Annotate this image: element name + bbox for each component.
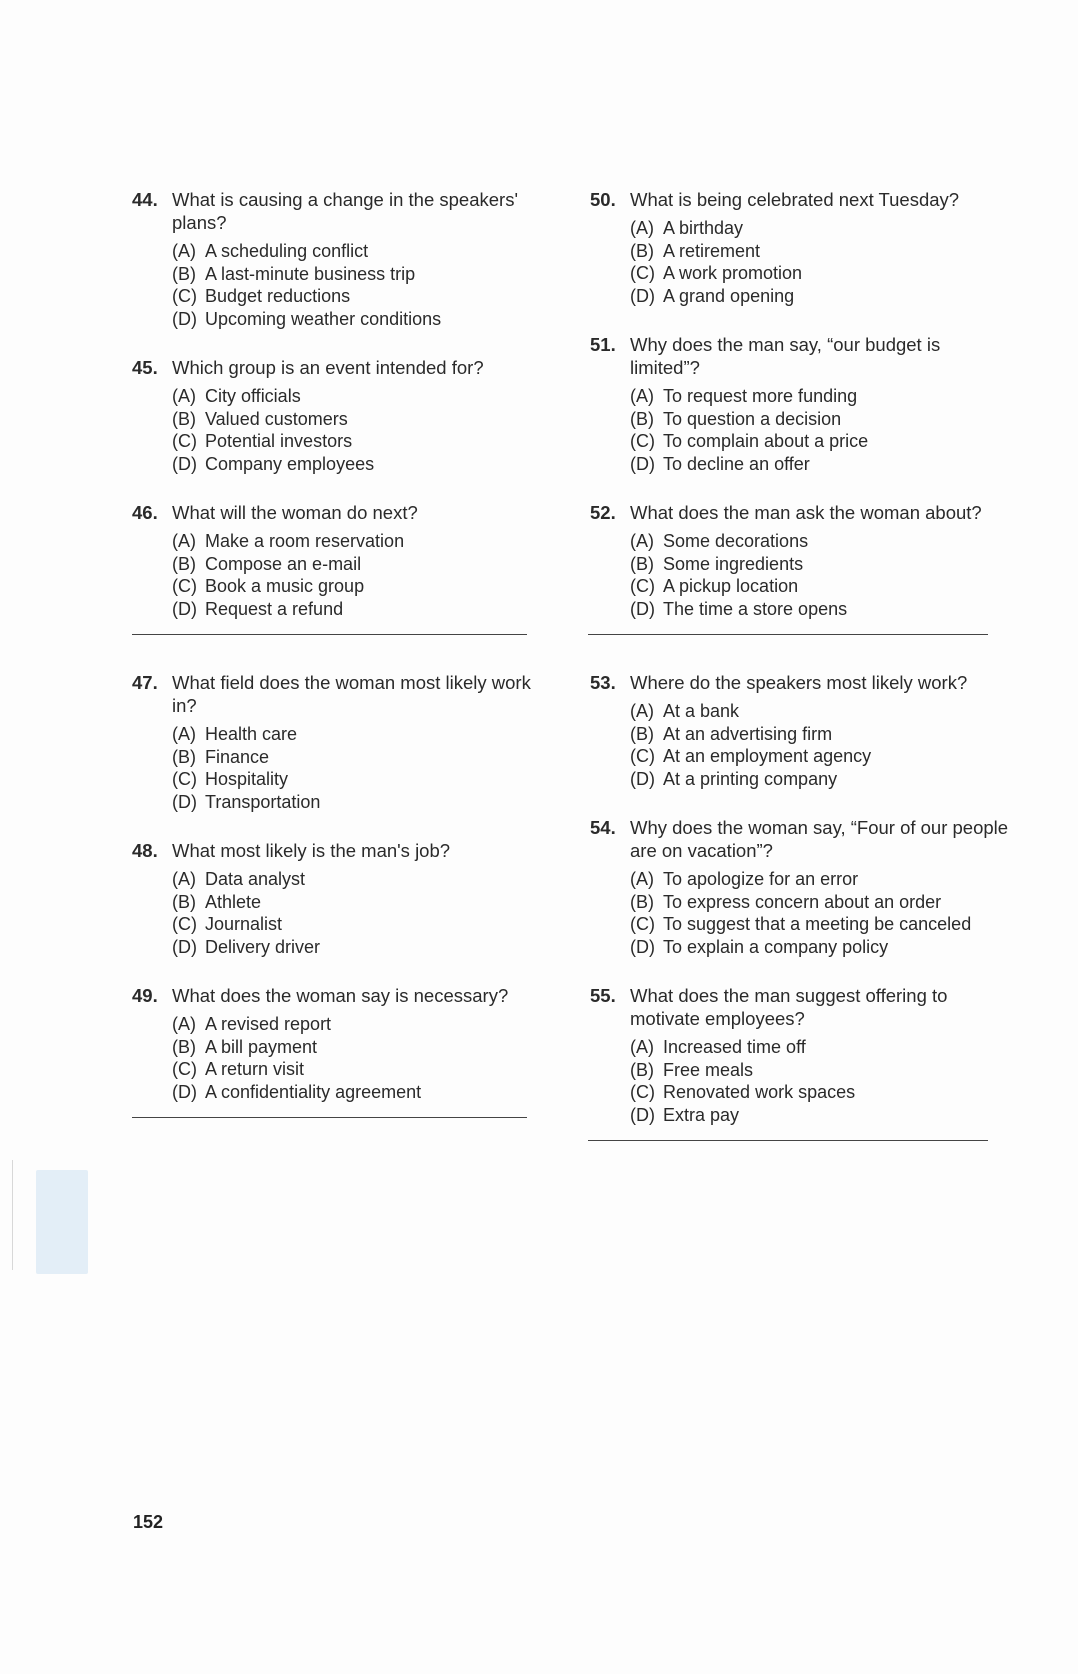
option-letter: (B) bbox=[172, 553, 196, 574]
answer-options bbox=[172, 530, 542, 620]
question bbox=[590, 501, 1010, 620]
answer-option bbox=[172, 285, 542, 308]
option-text: A return visit bbox=[205, 1059, 305, 1079]
answer-option bbox=[172, 453, 542, 476]
left-column bbox=[132, 188, 542, 1118]
answer-option bbox=[630, 1104, 1010, 1127]
option-letter: (D) bbox=[172, 453, 197, 474]
option-text: Hospitality bbox=[205, 769, 289, 789]
side-tab bbox=[36, 1170, 88, 1274]
option-letter: (A) bbox=[630, 386, 654, 406]
answer-option bbox=[630, 913, 1010, 936]
question-head bbox=[590, 188, 1010, 211]
question-head bbox=[132, 984, 542, 1007]
answer-option bbox=[172, 530, 542, 553]
question-number: 51. bbox=[590, 334, 616, 355]
option-text: To request more funding bbox=[663, 386, 858, 406]
option-text: At an employment agency bbox=[663, 746, 872, 766]
question-text: What is being celebrated next Tuesday? bbox=[630, 189, 960, 210]
answer-option bbox=[630, 598, 1010, 621]
section-gap bbox=[132, 635, 542, 671]
question-text: What does the woman say is necessary? bbox=[172, 985, 509, 1006]
answer-option bbox=[172, 575, 542, 598]
question bbox=[590, 333, 1010, 475]
question-number: 54. bbox=[590, 817, 616, 838]
option-text: A last-minute business trip bbox=[205, 263, 416, 284]
section-gap bbox=[590, 635, 1010, 671]
option-letter: (A) bbox=[172, 1014, 196, 1034]
answer-options bbox=[172, 723, 542, 813]
answer-option bbox=[172, 723, 542, 746]
answer-option bbox=[630, 408, 1010, 431]
option-text: A grand opening bbox=[663, 285, 795, 306]
option-letter: (D) bbox=[630, 768, 655, 789]
margin-line bbox=[12, 1160, 13, 1270]
answer-option bbox=[630, 385, 1010, 408]
question-number: 52. bbox=[590, 502, 616, 523]
answer-option bbox=[172, 430, 542, 453]
option-text: A work promotion bbox=[663, 263, 803, 283]
option-text: A revised report bbox=[205, 1014, 332, 1034]
question-number: 45. bbox=[132, 357, 158, 378]
answer-option bbox=[630, 745, 1010, 768]
option-letter: (A) bbox=[630, 701, 654, 721]
option-letter: (B) bbox=[630, 553, 654, 574]
question-head bbox=[590, 816, 1010, 862]
option-text: Journalist bbox=[205, 914, 283, 934]
option-text: A pickup location bbox=[663, 576, 799, 596]
option-letter: (D) bbox=[172, 308, 197, 329]
option-letter: (D) bbox=[630, 285, 655, 306]
answer-option bbox=[172, 913, 542, 936]
option-text: At an advertising firm bbox=[663, 723, 833, 744]
option-letter: (B) bbox=[630, 1059, 654, 1080]
answer-option bbox=[630, 768, 1010, 791]
option-text: Book a music group bbox=[205, 576, 365, 596]
answer-options bbox=[172, 385, 542, 475]
option-text: Some decorations bbox=[663, 531, 809, 551]
answer-option bbox=[630, 240, 1010, 263]
answer-option bbox=[630, 936, 1010, 959]
option-letter: (D) bbox=[630, 936, 655, 957]
question-head bbox=[590, 333, 1010, 379]
answer-option bbox=[172, 868, 542, 891]
question-text: What is causing a change in the speakers' plans? bbox=[172, 189, 518, 233]
option-text: Free meals bbox=[663, 1059, 754, 1080]
option-letter: (D) bbox=[630, 453, 655, 474]
question-head bbox=[132, 188, 542, 234]
option-text: A confidentiality agreement bbox=[205, 1081, 422, 1102]
answer-option bbox=[630, 868, 1010, 891]
answer-options bbox=[630, 530, 1010, 620]
question-number: 48. bbox=[132, 840, 158, 861]
answer-option bbox=[172, 263, 542, 286]
option-text: Delivery driver bbox=[205, 936, 321, 957]
option-letter: (B) bbox=[172, 408, 196, 429]
option-letter: (C) bbox=[630, 576, 655, 596]
option-letter: (C) bbox=[630, 746, 655, 766]
answer-option bbox=[172, 891, 542, 914]
option-letter: (C) bbox=[172, 286, 197, 306]
question-text: What does the man suggest offering to motivate employees? bbox=[630, 985, 948, 1029]
answer-option bbox=[172, 768, 542, 791]
option-text: Transportation bbox=[205, 791, 321, 812]
option-text: Upcoming weather conditions bbox=[205, 308, 442, 329]
option-text: Budget reductions bbox=[205, 286, 351, 306]
option-text: Some ingredients bbox=[663, 553, 804, 574]
question-head bbox=[132, 839, 542, 862]
option-letter: (A) bbox=[630, 869, 654, 889]
option-letter: (B) bbox=[172, 263, 196, 284]
answer-option bbox=[630, 285, 1010, 308]
option-text: To explain a company policy bbox=[663, 936, 889, 957]
answer-options bbox=[630, 700, 1010, 790]
question-head bbox=[590, 501, 1010, 524]
answer-option bbox=[630, 553, 1010, 576]
answer-option bbox=[172, 240, 542, 263]
option-text: A retirement bbox=[663, 240, 761, 261]
option-letter: (C) bbox=[630, 431, 655, 451]
question-text: What does the man ask the woman about? bbox=[630, 502, 982, 523]
question-number: 55. bbox=[590, 985, 616, 1006]
option-text: Valued customers bbox=[205, 408, 348, 429]
answer-option bbox=[630, 700, 1010, 723]
answer-option bbox=[630, 575, 1010, 598]
question bbox=[132, 356, 542, 475]
option-letter: (B) bbox=[630, 240, 654, 261]
answer-options bbox=[630, 1036, 1010, 1126]
option-text: Extra pay bbox=[663, 1104, 740, 1125]
answer-option bbox=[172, 308, 542, 331]
question-number: 53. bbox=[590, 672, 616, 693]
question-head bbox=[590, 671, 1010, 694]
option-text: A scheduling conflict bbox=[205, 241, 369, 261]
question-head bbox=[132, 356, 542, 379]
question-text: What field does the woman most likely work in? bbox=[172, 672, 531, 716]
option-text: Request a refund bbox=[205, 598, 344, 619]
option-letter: (B) bbox=[172, 1036, 196, 1057]
option-text: To suggest that a meeting be canceled bbox=[663, 914, 972, 934]
page-number: 152 bbox=[133, 1512, 164, 1532]
answer-options bbox=[172, 868, 542, 958]
question-number: 46. bbox=[132, 502, 158, 523]
question-head bbox=[132, 671, 542, 717]
question bbox=[590, 984, 1010, 1126]
answer-option bbox=[630, 891, 1010, 914]
option-letter: (A) bbox=[172, 386, 196, 406]
answer-option bbox=[630, 430, 1010, 453]
answer-options bbox=[630, 868, 1010, 958]
question-text: What most likely is the man's job? bbox=[172, 840, 451, 861]
answer-option bbox=[630, 530, 1010, 553]
option-letter: (D) bbox=[172, 598, 197, 619]
answer-option bbox=[630, 1036, 1010, 1059]
answer-option bbox=[630, 262, 1010, 285]
answer-option bbox=[172, 553, 542, 576]
answer-option bbox=[630, 453, 1010, 476]
option-letter: (C) bbox=[630, 263, 655, 283]
option-text: Make a room reservation bbox=[205, 531, 405, 551]
answer-option bbox=[630, 723, 1010, 746]
question bbox=[590, 816, 1010, 958]
question-head bbox=[590, 984, 1010, 1030]
option-text: To apologize for an error bbox=[663, 869, 859, 889]
option-text: A birthday bbox=[663, 218, 744, 238]
answer-options bbox=[172, 240, 542, 330]
question-text: What will the woman do next? bbox=[172, 502, 418, 523]
option-text: Potential investors bbox=[205, 431, 353, 451]
question-text: Which group is an event intended for? bbox=[172, 357, 484, 378]
option-text: Increased time off bbox=[663, 1037, 806, 1057]
option-letter: (B) bbox=[172, 891, 196, 912]
answer-option bbox=[172, 1013, 542, 1036]
answer-option bbox=[172, 936, 542, 959]
option-text: To express concern about an order bbox=[663, 891, 942, 912]
option-letter: (B) bbox=[630, 408, 654, 429]
question-number: 50. bbox=[590, 189, 616, 210]
option-letter: (A) bbox=[172, 869, 196, 889]
question-number: 47. bbox=[132, 672, 158, 693]
option-text: Health care bbox=[205, 724, 298, 744]
option-letter: (A) bbox=[172, 241, 196, 261]
option-letter: (D) bbox=[172, 1081, 197, 1102]
option-letter: (A) bbox=[172, 724, 196, 744]
answer-option bbox=[630, 217, 1010, 240]
section-divider bbox=[588, 1140, 988, 1141]
question-text: Where do the speakers most likely work? bbox=[630, 672, 968, 693]
question-head bbox=[132, 501, 542, 524]
answer-option bbox=[172, 598, 542, 621]
option-text: A bill payment bbox=[205, 1036, 318, 1057]
option-letter: (D) bbox=[172, 936, 197, 957]
option-letter: (A) bbox=[630, 218, 654, 238]
option-text: To complain about a price bbox=[663, 431, 869, 451]
option-letter: (B) bbox=[630, 723, 654, 744]
option-text: The time a store opens bbox=[663, 598, 848, 619]
option-letter: (D) bbox=[630, 598, 655, 619]
question bbox=[132, 671, 542, 813]
question-text: Why does the man say, “our budget is limited”? bbox=[630, 334, 941, 378]
option-letter: (B) bbox=[172, 746, 196, 767]
answer-option bbox=[172, 385, 542, 408]
answer-option bbox=[172, 791, 542, 814]
question-number: 44. bbox=[132, 189, 158, 210]
question bbox=[590, 188, 1010, 307]
section-divider bbox=[132, 1117, 527, 1118]
answer-options bbox=[630, 217, 1010, 307]
option-text: To decline an offer bbox=[663, 453, 810, 474]
question-number: 49. bbox=[132, 985, 158, 1006]
option-text: Data analyst bbox=[205, 869, 306, 889]
option-letter: (A) bbox=[172, 531, 196, 551]
option-letter: (C) bbox=[172, 769, 197, 789]
answer-options bbox=[630, 385, 1010, 475]
option-text: To question a decision bbox=[663, 408, 842, 429]
answer-option bbox=[172, 1081, 542, 1104]
option-text: At a bank bbox=[663, 701, 740, 721]
option-text: Renovated work spaces bbox=[663, 1082, 856, 1102]
option-letter: (D) bbox=[630, 1104, 655, 1125]
question bbox=[132, 839, 542, 958]
option-letter: (C) bbox=[172, 914, 197, 934]
option-letter: (C) bbox=[630, 1082, 655, 1102]
answer-option bbox=[172, 408, 542, 431]
question bbox=[132, 501, 542, 620]
question bbox=[132, 984, 542, 1103]
option-letter: (C) bbox=[172, 431, 197, 451]
option-text: Finance bbox=[205, 746, 270, 767]
option-text: Company employees bbox=[205, 453, 375, 474]
option-letter: (D) bbox=[172, 791, 197, 812]
option-text: At a printing company bbox=[663, 768, 838, 789]
option-letter: (A) bbox=[630, 1037, 654, 1057]
option-letter: (C) bbox=[630, 914, 655, 934]
option-text: Compose an e-mail bbox=[205, 553, 362, 574]
option-text: Athlete bbox=[205, 891, 262, 912]
option-letter: (A) bbox=[630, 531, 654, 551]
answer-option bbox=[630, 1059, 1010, 1082]
option-letter: (B) bbox=[630, 891, 654, 912]
answer-option bbox=[172, 1036, 542, 1059]
question bbox=[132, 188, 542, 330]
option-text: City officials bbox=[205, 386, 301, 406]
question-text: Why does the woman say, “Four of our people are on vacation”? bbox=[630, 817, 1009, 861]
option-letter: (C) bbox=[172, 576, 197, 596]
option-letter: (C) bbox=[172, 1059, 197, 1079]
answer-option bbox=[172, 746, 542, 769]
answer-options bbox=[172, 1013, 542, 1103]
answer-option bbox=[630, 1081, 1010, 1104]
right-column bbox=[590, 188, 1010, 1141]
answer-option bbox=[172, 1058, 542, 1081]
question bbox=[590, 671, 1010, 790]
